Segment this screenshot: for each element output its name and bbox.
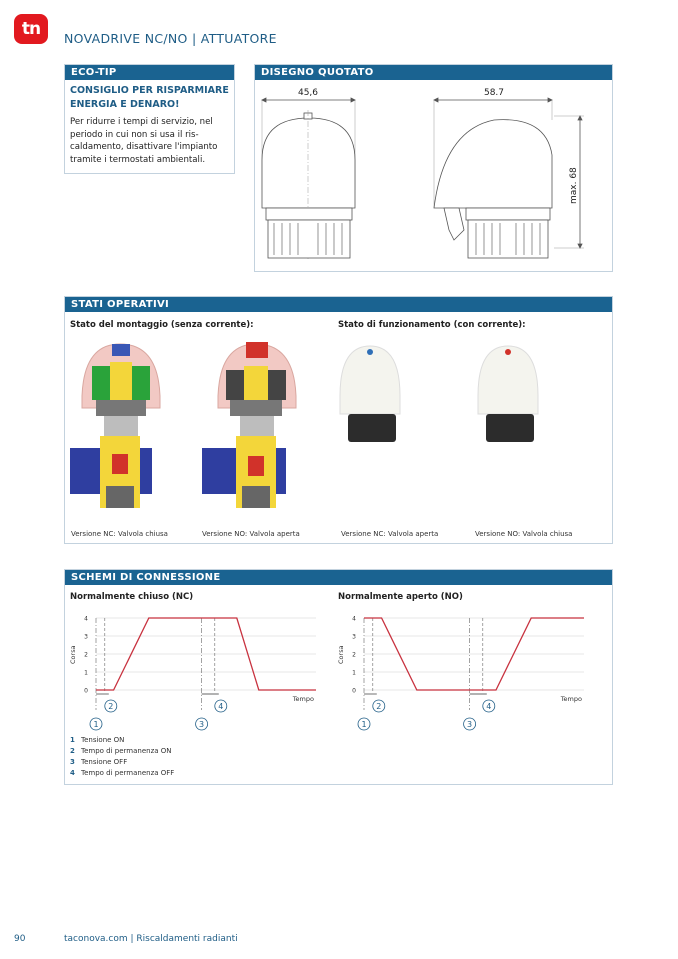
page-title: NOVADRIVE NC/NO | ATTUATORE <box>64 31 277 46</box>
mounting-state-subtitle: Stato del montaggio (senza corrente): <box>70 320 254 330</box>
caption-nc-open: Versione NC: Valvola aperta <box>341 530 439 538</box>
nc-chart-title: Normalmente chiuso (NC) <box>70 592 194 602</box>
caption-no-closed: Versione NO: Valvola chiusa <box>475 530 573 538</box>
eco-tip-heading: ECO-TIP <box>65 65 234 80</box>
cutaway-no-image <box>202 342 296 508</box>
eco-tip-line: caldamento, disattivare l'impianto <box>70 142 218 153</box>
eco-tip-title-line: CONSIGLIO PER RISPARMIARE <box>70 85 229 96</box>
y-tick-label: 3 <box>84 633 88 641</box>
y-axis-label: Corsa <box>337 645 345 664</box>
cutaway-nc-image <box>70 344 160 508</box>
no-line-chart <box>334 604 600 734</box>
footer-text: taconova.com | Riscaldamenti radianti <box>64 934 238 944</box>
drawing-heading: DISEGNO QUOTATO <box>255 65 612 80</box>
legend-number: 4 <box>70 769 75 777</box>
legend-item <box>70 768 174 779</box>
x-axis-label: Tempo <box>560 695 582 703</box>
actuator-illustrations <box>66 336 611 522</box>
eco-tip-title <box>70 84 235 112</box>
legend-number: 1 <box>70 736 75 744</box>
connection-legend <box>70 735 174 779</box>
eco-tip-title-line: ENERGIA E DENARO! <box>70 99 180 110</box>
no-chart-title: Normalmente aperto (NO) <box>338 592 463 602</box>
dim-front-label: 45,6 <box>297 88 319 98</box>
actuator-front-view <box>262 98 355 260</box>
y-tick-label: 1 <box>84 669 88 677</box>
y-tick-label: 0 <box>352 687 356 695</box>
page-number: 90 <box>14 934 26 944</box>
connection-schemes-heading: SCHEMI DI CONNESSIONE <box>65 570 612 585</box>
y-tick-label: 2 <box>352 651 356 659</box>
actuator-no-photo <box>478 346 538 442</box>
eco-tip-line: tramite i termostati ambientali. <box>70 154 206 165</box>
marker-number: 2 <box>376 702 382 711</box>
marker-number: 4 <box>486 702 492 711</box>
legend-number: 2 <box>70 747 75 755</box>
actuator-nc-photo <box>340 346 400 442</box>
eco-tip-line: periodo in cui non si usa il ris- <box>70 129 199 140</box>
legend-text: Tempo di permanenza OFF <box>81 769 175 777</box>
y-tick-label: 3 <box>352 633 356 641</box>
marker-number: 1 <box>361 720 367 729</box>
marker-number: 1 <box>93 720 99 729</box>
y-tick-label: 1 <box>352 669 356 677</box>
eco-tip-text <box>70 116 235 166</box>
dim-side-label: 58.7 <box>483 88 505 98</box>
legend-number: 3 <box>70 758 75 766</box>
marker-number: 4 <box>218 702 224 711</box>
actuator-side-view <box>434 98 584 258</box>
y-tick-label: 4 <box>352 615 356 623</box>
legend-item <box>70 746 174 757</box>
brand-logo: tn <box>14 14 48 44</box>
legend-text: Tensione OFF <box>81 758 128 766</box>
dim-height-label: max. 68 <box>569 167 579 204</box>
legend-item <box>70 757 174 768</box>
operating-states-heading: STATI OPERATIVI <box>65 297 612 312</box>
marker-number: 3 <box>467 720 473 729</box>
operating-state-subtitle: Stato di funzionamento (con corrente): <box>338 320 526 330</box>
eco-tip-line: Per ridurre i tempi di servizio, nel <box>70 117 213 127</box>
x-axis-label: Tempo <box>292 695 314 703</box>
marker-number: 3 <box>199 720 205 729</box>
y-tick-label: 4 <box>84 615 88 623</box>
legend-item <box>70 735 174 746</box>
dimension-drawing <box>254 80 613 270</box>
legend-text: Tensione ON <box>81 736 125 744</box>
nc-line-chart <box>66 604 332 734</box>
marker-number: 2 <box>108 702 114 711</box>
y-axis-label: Corsa <box>69 645 77 664</box>
caption-no-open: Versione NO: Valvola aperta <box>202 530 300 538</box>
y-tick-label: 0 <box>84 687 88 695</box>
caption-nc-closed: Versione NC: Valvola chiusa <box>71 530 168 538</box>
y-tick-label: 2 <box>84 651 88 659</box>
legend-text: Tempo di permanenza ON <box>81 747 172 755</box>
